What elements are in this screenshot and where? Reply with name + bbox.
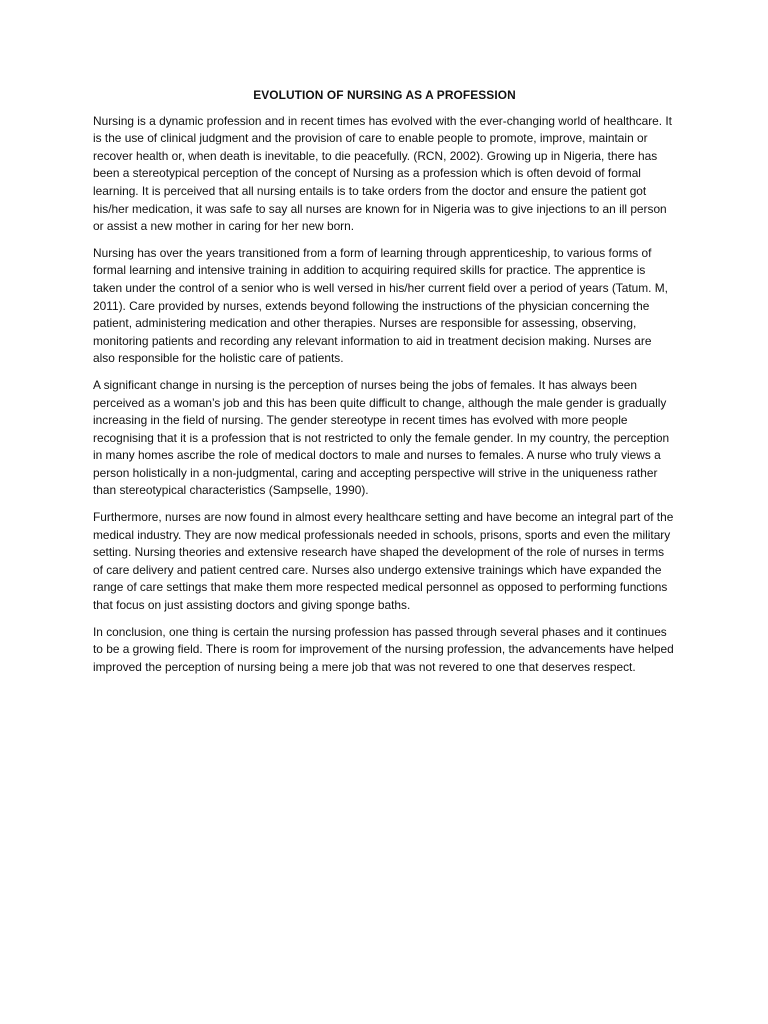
paragraph-conclusion: In conclusion, one thing is certain the nursing profession has passed through several phases and it continues to be a growing field. There is room for improvement of the nursing profession, the advancements have helped improved the perception of nursing being a mere job that was not revered to one that deserves respect. xyxy=(93,624,674,674)
document-title: EVOLUTION OF NURSING AS A PROFESSION xyxy=(253,88,516,102)
paragraph-settings: Furthermore, nurses are now found in almost every healthcare setting and have become an integral part of the medical industry. They are now medical professionals needed in schools, prisons, sports and even the military setting. Nursing theories and extensive research have shaped the development of the role of nurses in terms of care delivery and patient centred care. Nurses also undergo extensive trainings which have expanded the range of care settings that make them more respected medical personnel as opposed to performing functions that focus on just assisting doctors and giving sponge baths. xyxy=(93,510,674,613)
paragraph-gender: A significant change in nursing is the perception of nurses being the jobs of females. It has always been perceived as a woman’s job and this has been quite difficult to change, although the male gender is gradually increasing in the field of nursing. The gender stereotype in recent times has evolved with more people recognising that it is a profession that is not restricted to only the female gender. In my country, the perception in many homes ascribe the role of medical doctors to male and nurses to females. A nurse who truly views a person holistically in a non-judgmental, caring and accepting perspective will strive in the uniqueness rather than stereotypical characteristics (Sampselle, 1990). xyxy=(93,377,670,498)
paragraph-training: Nursing has over the years transitioned from a form of learning through apprenticeship, to various forms of formal learning and intensive training in addition to acquiring required skills for practice. The apprentice is taken under the control of a senior who is well versed in his/her current field over a period of years (Tatum. M, 2011). Care provided by nurses, extends beyond following the instructions of the physician concerning the patient, administering medication and other therapies. Nurses are responsible for assessing, observing, monitoring patients and recording any relevant information to aid in treatment decision making. Nurses are also responsible for the holistic care of patients. xyxy=(93,245,668,366)
document-page xyxy=(93,87,676,685)
paragraph-introduction: Nursing is a dynamic profession and in recent times has evolved with the ever-changing world of healthcare. It is the use of clinical judgment and the provision of care to enable people to promote, improve, maintain or recover health or, when death is inevitable, to die peacefully. (RCN, 2002). Growing up in Nigeria, there has been a stereotypical perception of the concept of Nursing as a profession which is often devoid of formal learning. It is perceived that all nursing entails is to take orders from the doctor and ensure the patient got his/her medication, it was safe to say all nurses are known for in Nigeria was to give injections to an ill person or assist a new mother in caring for her new born. xyxy=(93,113,672,234)
